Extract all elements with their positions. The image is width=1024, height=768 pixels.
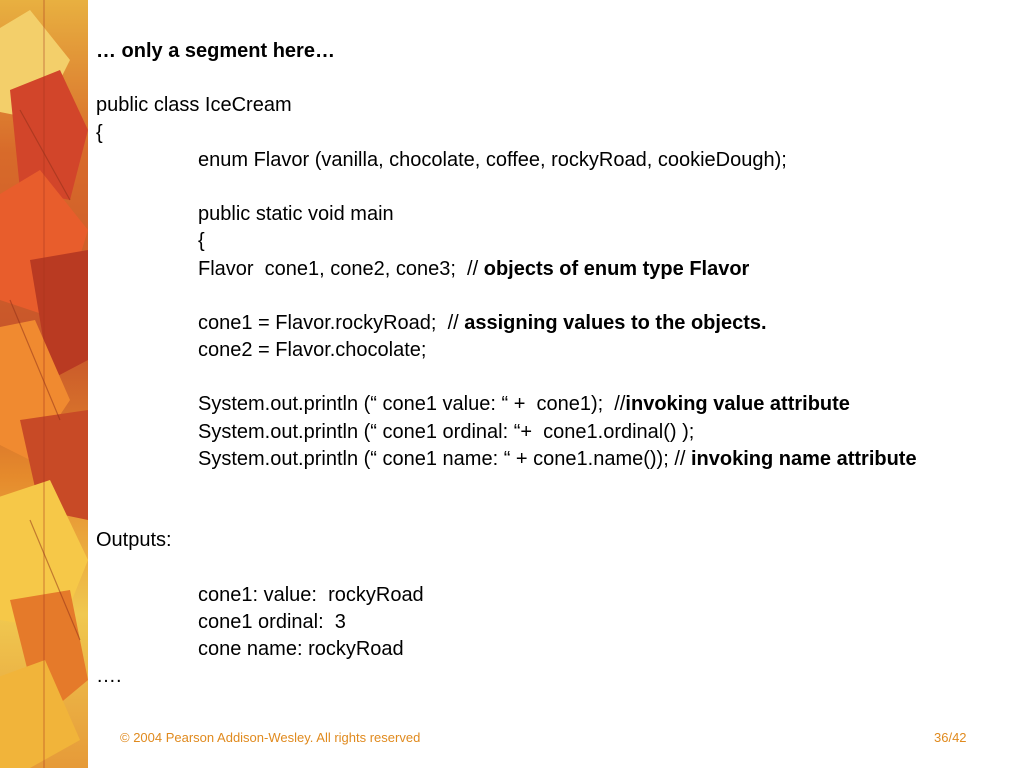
code-line: System.out.println (“ cone1 ordinal: “+ cone1.ordinal() ); xyxy=(198,420,695,443)
slide-content xyxy=(96,38,1021,691)
code-line: { xyxy=(198,230,205,253)
output-line: cone1 ordinal: 3 xyxy=(198,610,346,633)
page-number: 36/42 xyxy=(934,730,967,745)
copyright-notice: © 2004 Pearson Addison-Wesley. All rights reserved xyxy=(120,730,421,745)
leaves-image xyxy=(0,0,88,768)
slide-heading: … only a segment here… xyxy=(96,40,335,62)
ellipsis: …. xyxy=(96,665,122,688)
autumn-leaves-decoration xyxy=(0,0,88,768)
code-line: System.out.println (“ cone1 value: “ + cone1); //invoking value attribute xyxy=(198,393,850,416)
code-line: cone2 = Flavor.chocolate; xyxy=(198,339,427,362)
code-line: public class IceCream xyxy=(96,94,292,117)
code-line: { xyxy=(96,121,103,144)
code-line: Flavor cone1, cone2, cone3; // objects of enum type Flavor xyxy=(198,257,750,280)
code-line: cone1 = Flavor.rockyRoad; // assigning values to the objects. xyxy=(198,311,767,334)
code-line: System.out.println (“ cone1 name: “ + cone1.name()); // invoking name attribute xyxy=(198,447,917,470)
output-line: cone1: value: rockyRoad xyxy=(198,583,424,606)
output-line: cone name: rockyRoad xyxy=(198,638,404,661)
code-line: public static void main xyxy=(198,203,394,226)
outputs-label: Outputs: xyxy=(96,529,172,552)
code-line: enum Flavor (vanilla, chocolate, coffee, rockyRoad, cookieDough); xyxy=(198,148,787,171)
